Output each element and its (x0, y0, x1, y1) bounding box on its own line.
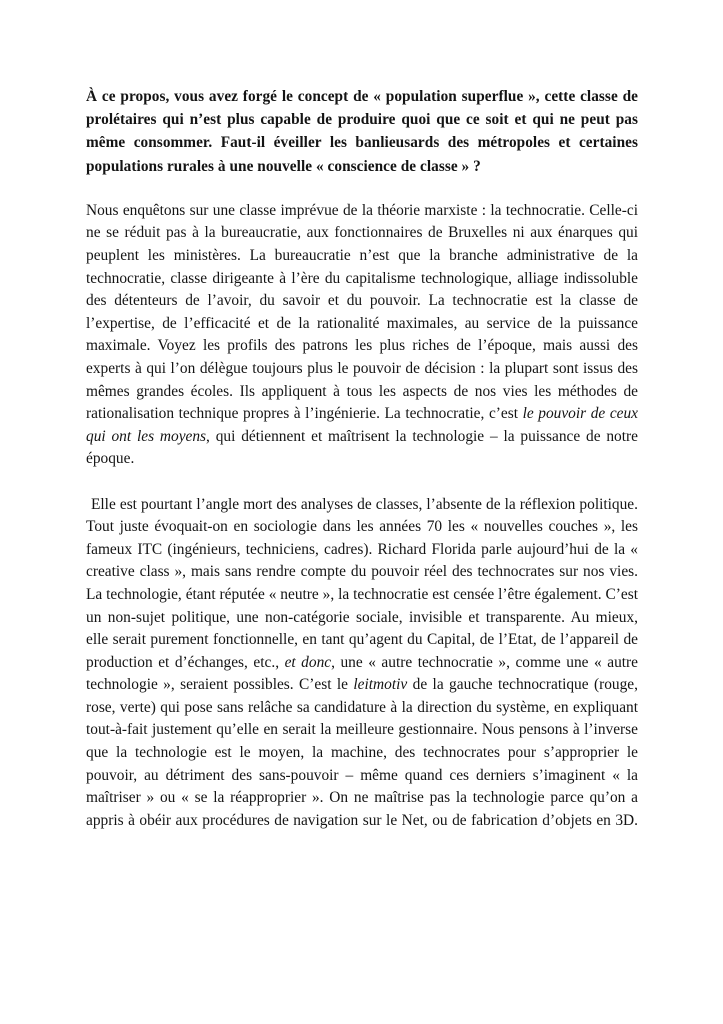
emphasis-text: le pouvoir de ceux qui ont les moyens (86, 405, 639, 445)
body-text: Elle est pourtant l’angle mort des analyses de classes, l’absente de la réflexion politique. Tout juste évoquait-on en sociologie dans les années 70 les « nouvelles couches », les fameux ITC (ingénieurs, techniciens, cadres). Richard Florida parle aujourd’hui de la « creative class », mais sans rendre compte du pouvoir réel des technocrates sur nos vies. La technologie, étant réputée « neutre », la technocratie est censée l’être également. C’est un non-sujet politique, une non-catégorie sociale, invisible et transparente. Au mieux, elle serait purement fonctionnelle, en tant qu’agent du Capital, de l’Etat, de l’appareil de production et d’échanges, etc., (86, 495, 638, 671)
emphasis-text: leitmotiv (353, 676, 408, 694)
body-text: Nous enquêtons sur une classe imprévue de la théorie marxiste : la technocratie. Celle-ci ne se réduit pas à la bureaucratie, aux fonctionnaires de Bruxelles ni aux énarques qui peuplent les ministères. La bureaucratie n’est que la branche administrative de la technocratie, classe dirigeante à l’ère du capitalisme technologique, alliage indissoluble des détenteurs de l’avoir, du savoir et du pouvoir. La technocratie est la classe de l’expertise, de l’efficacité et de la rationalité maximales, au service de la puissance maximale. Voyez les profils des patrons les plus riches de l’époque, mais aussi des experts à qui l’on délègue toujours plus le pouvoir de décision : la plupart sont issus des mêmes grandes écoles. Ils appliquent à tous les aspects de nos vies les méthodes de rationalisation technique propres à l’ingénierie. La technocratie, c’est (86, 201, 638, 423)
paragraph-1 (86, 200, 638, 494)
paragraph-2 (86, 494, 638, 856)
body-text: , une « autre technocratie », comme une « autre technologie », seraient possibles. C’est le (86, 653, 638, 694)
emphasis-text: et donc (284, 653, 332, 671)
interview-question: À ce propos, vous avez forgé le concept de « population superflue », cette classe de prolétaires qui n’est plus capable de produire quoi que ce soit et qui ne peut pas même consommer. Faut-il éveiller les banlieusards des métropoles et certaines populations rurales à une nouvelle « conscience de classe » ? (86, 88, 638, 175)
body-text: , qui détiennent et maîtrisent la technologie – la puissance de notre époque. (86, 427, 638, 468)
text-column (86, 85, 638, 855)
answer-body (86, 200, 638, 855)
body-text: de la gauche technocratique (rouge, rose, verte) qui pose sans relâche sa candidature à la direction du système, en expliquant tout-à-fait justement qu’elle en serait la meilleure gestionnaire. Nous pensons à l’inverse que la technologie est le moyen, la machine, des technocrates pour s’approprier le pouvoir, au détriment des sans-pouvoir – même quand ces derniers s’imaginent « la maîtriser » ou « se la réapproprier ». On ne maîtrise pas la technologie parce qu’on a appris à obéir aux procédures de navigation sur le Net, ou de fabrication d’objets en 3D. (86, 676, 638, 829)
